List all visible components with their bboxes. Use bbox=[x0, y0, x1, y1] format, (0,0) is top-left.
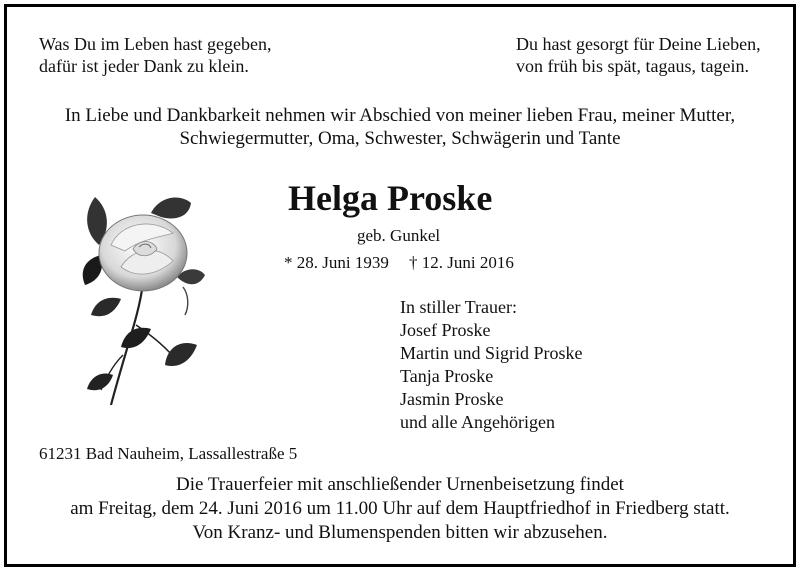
mourner-item: Jasmin Proske bbox=[400, 389, 504, 409]
poem-right-line-2: von früh bis spät, tagaus, tagein. bbox=[516, 56, 749, 76]
funeral-line-3: Von Kranz- und Blumenspenden bitten wir abzusehen. bbox=[192, 522, 608, 543]
mourner-item: und alle Angehörigen bbox=[400, 412, 555, 432]
mourner-item: Martin und Sigrid Proske bbox=[400, 343, 583, 363]
obituary-notice bbox=[4, 4, 796, 567]
intro-line-1: In Liebe und Dankbarkeit nehmen wir Abschied von meiner lieben Frau, meiner Mutter, bbox=[64, 105, 736, 126]
death-date: † 12. Juni 2016 bbox=[409, 253, 514, 272]
poem-right-line-1: Du hast gesorgt für Deine Lieben, bbox=[516, 34, 761, 54]
poem-left-line-2: dafür ist jeder Dank zu klein. bbox=[39, 56, 249, 76]
poem-left-line-1: Was Du im Leben hast gegeben, bbox=[39, 34, 272, 54]
maiden-name: geb. Gunkel bbox=[357, 226, 441, 245]
address: 61231 Bad Nauheim, Lassallestraße 5 bbox=[39, 444, 298, 463]
funeral-line-1: Die Trauerfeier mit anschließender Urnenbeisetzung findet bbox=[176, 474, 624, 495]
rose-illustration bbox=[81, 175, 211, 415]
funeral-line-2: am Freitag, dem 24. Juni 2016 um 11.00 Uhr auf dem Hauptfriedhof in Friedberg statt. bbox=[70, 498, 730, 519]
birth-date: * 28. Juni 1939 bbox=[284, 253, 389, 272]
mourners-heading: In stiller Trauer: bbox=[400, 297, 517, 317]
intro-line-2: Schwiegermutter, Oma, Schwester, Schwägerin und Tante bbox=[179, 128, 621, 149]
mourner-item: Josef Proske bbox=[400, 320, 491, 340]
deceased-name: Helga Proske bbox=[288, 178, 493, 218]
mourner-item: Tanja Proske bbox=[400, 366, 494, 386]
